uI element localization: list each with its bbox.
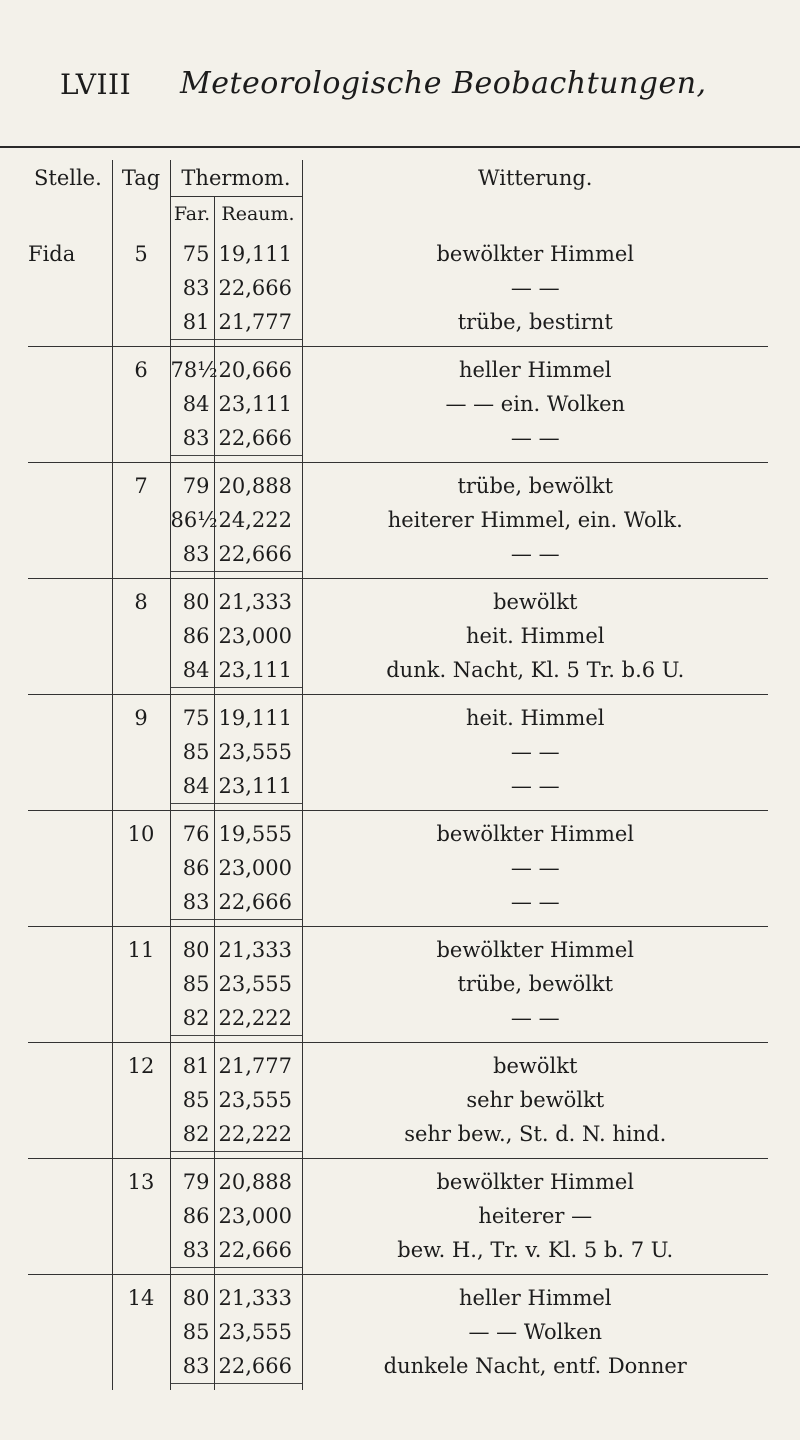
witterung-value: — — [510,740,560,764]
subheader-tag-empty [112,197,170,232]
fahrenheit-cell [170,927,214,1043]
witterung-cell [302,231,768,347]
fahrenheit-cell [170,347,218,463]
reaumur-cell [214,1043,302,1159]
day-number: 9 [134,706,148,730]
fahrenheit-cell [170,1159,214,1275]
place-cell [28,1043,112,1159]
reaumur-value: 23,555 [218,972,292,996]
witterung-value: bewölkter Himmel [436,938,634,962]
fahrenheit-cell [170,695,214,811]
day-number: 11 [127,938,155,962]
fahrenheit-cell [170,1043,214,1159]
fahrenheit-value: 85 [182,972,210,996]
page-number: LVIII [60,68,132,101]
fahrenheit-value: 84 [182,392,210,416]
fahrenheit-value: 81 [171,305,214,340]
reaumur-value: 23,555 [218,1088,292,1112]
place-cell [28,463,112,579]
place-cell [28,579,112,695]
observation-table [28,160,768,1390]
witterung-cell [302,1043,768,1159]
witterung-cell [302,1275,768,1391]
fahrenheit-value: 86 [182,1204,210,1228]
fahrenheit-value: 75 [182,242,210,266]
witterung-value: heit. Himmel [466,706,605,730]
table-subheader-row [28,197,768,232]
reaumur-value: 21,777 [218,1054,292,1078]
page-header [60,62,740,110]
reaumur-cell [214,579,302,695]
reaumur-value: 20,888 [218,474,292,498]
witterung-value: sehr bew., St. d. N. hind. [404,1122,667,1146]
reaumur-cell [214,1159,302,1275]
reaumur-value: 20,888 [218,1170,292,1194]
reaumur-value: 22,222 [215,1001,302,1036]
fahrenheit-value: 78½ [170,358,218,382]
reaumur-value: 23,111 [215,653,302,688]
header-tag: Tag [112,160,170,197]
fahrenheit-cell [170,1275,214,1391]
day-number: 5 [134,242,148,266]
witterung-value: — — [510,1006,560,1030]
reaumur-cell [214,231,302,347]
witterung-value: bewölkt [493,1054,578,1078]
witterung-value: trübe, bewölkt [457,972,614,996]
reaumur-value: 24,222 [218,508,292,532]
reaumur-value: 20,666 [218,358,292,382]
place-cell [28,695,112,811]
day-cell [112,1159,170,1275]
place-cell [28,231,112,347]
reaumur-value: 21,333 [218,1286,292,1310]
fahrenheit-value: 83 [171,537,214,572]
reaumur-cell [214,927,302,1043]
day-number: 6 [134,358,148,382]
table-header-row [28,160,768,197]
witterung-value: — — [510,890,560,914]
fahrenheit-value: 75 [182,706,210,730]
witterung-value: sehr bewölkt [466,1088,605,1112]
subheader-witterung-empty [302,197,768,232]
table-row [28,231,768,347]
table-row [28,347,768,463]
witterung-value: heit. Himmel [466,624,605,648]
fahrenheit-value: 80 [182,938,210,962]
fahrenheit-value: 83 [182,276,210,300]
header-reaumur: Reaum. [221,203,295,225]
witterung-cell [302,463,768,579]
witterung-value: — — [510,426,560,450]
day-number: 14 [127,1286,155,1310]
fahrenheit-value: 83 [171,1349,214,1384]
day-cell [112,579,170,695]
witterung-value: trübe, bestirnt [457,310,613,334]
place-cell [28,1159,112,1275]
reaumur-value: 23,000 [218,624,292,648]
reaumur-cell [214,695,302,811]
reaumur-value: 22,666 [215,1349,302,1384]
fahrenheit-value: 86 [182,624,210,648]
header-witterung: Witterung. [302,160,768,197]
place-cell [28,811,112,927]
witterung-value: dunk. Nacht, Kl. 5 Tr. b.6 U. [386,658,685,682]
witterung-value: bew. H., Tr. v. Kl. 5 b. 7 U. [397,1238,674,1262]
witterung-cell [302,1159,768,1275]
fahrenheit-value: 81 [182,1054,210,1078]
table-row [28,579,768,695]
reaumur-value: 22,222 [215,1117,302,1152]
fahrenheit-value: 85 [182,1320,210,1344]
fahrenheit-value: 82 [171,1001,214,1036]
witterung-cell [302,927,768,1043]
fahrenheit-cell [170,463,218,579]
reaumur-value: 19,555 [218,822,292,846]
day-cell [112,231,170,347]
table-row [28,1043,768,1159]
table-body [28,231,768,1390]
fahrenheit-value: 83 [171,421,214,456]
witterung-cell [302,695,768,811]
page-title: Meteorologische Beobachtungen, [180,66,707,101]
reaumur-value: 21,777 [215,305,302,340]
witterung-value: heller Himmel [458,1286,612,1310]
witterung-value: bewölkter Himmel [436,822,634,846]
reaumur-value: 22,666 [215,421,302,456]
reaumur-value: 19,111 [218,242,292,266]
fahrenheit-value: 80 [182,1286,210,1310]
reaumur-value: 23,111 [215,769,302,804]
reaumur-cell [214,347,302,463]
fahrenheit-value: 76 [182,822,210,846]
reaumur-value: 21,333 [218,938,292,962]
header-fahrenheit: Far. [170,197,214,232]
table-row [28,811,768,927]
day-number: 12 [127,1054,155,1078]
reaumur-value: 22,666 [215,1233,302,1268]
witterung-value: bewölkter Himmel [436,242,634,266]
reaumur-cell [214,1275,302,1391]
witterung-value: — — [510,856,560,880]
header-stelle: Stelle. [34,166,102,190]
fahrenheit-value: 83 [171,885,214,920]
reaumur-value: 22,666 [215,885,302,920]
reaumur-value: 23,000 [218,1204,292,1228]
witterung-value: — — ein. Wolken [445,392,626,416]
table-row [28,463,768,579]
fahrenheit-value: 79 [182,1170,210,1194]
witterung-value: — — [510,774,560,798]
fahrenheit-value: 79 [182,474,210,498]
fahrenheit-value: 84 [171,769,214,804]
table-row [28,1275,768,1391]
witterung-cell [302,347,768,463]
reaumur-value: 21,333 [218,590,292,614]
witterung-value: heller Himmel [458,358,612,382]
fahrenheit-cell [170,579,214,695]
witterung-value: heiterer — [478,1204,593,1228]
place-cell [28,1275,112,1391]
day-cell [112,811,170,927]
table-row [28,695,768,811]
day-cell [112,463,170,579]
place-cell [28,927,112,1043]
day-cell [112,1043,170,1159]
fahrenheit-value: 83 [171,1233,214,1268]
reaumur-value: 19,111 [218,706,292,730]
witterung-value: — — [510,276,560,300]
witterung-cell [302,811,768,927]
reaumur-cell [214,463,302,579]
reaumur-value: 22,666 [218,276,292,300]
day-cell [112,927,170,1043]
reaumur-value: 23,555 [218,1320,292,1344]
witterung-value: trübe, bewölkt [457,474,614,498]
fahrenheit-value: 86½ [170,508,218,532]
fahrenheit-value: 85 [182,740,210,764]
day-number: 7 [134,474,148,498]
header-rule [0,146,800,148]
reaumur-value: 22,666 [215,537,302,572]
table-row [28,927,768,1043]
witterung-cell [302,579,768,695]
witterung-value: — — [510,542,560,566]
day-number: 10 [127,822,155,846]
day-cell [112,1275,170,1391]
reaumur-cell [214,811,302,927]
witterung-value: bewölkt [493,590,578,614]
fahrenheit-cell [170,231,214,347]
reaumur-value: 23,555 [218,740,292,764]
place-cell [28,347,112,463]
day-cell [112,695,170,811]
fahrenheit-value: 80 [182,590,210,614]
day-cell [112,347,170,463]
witterung-value: heiterer Himmel, ein. Wolk. [387,508,683,532]
fahrenheit-value: 82 [171,1117,214,1152]
witterung-value: — — Wolken [468,1320,603,1344]
fahrenheit-value: 86 [182,856,210,880]
day-number: 13 [127,1170,155,1194]
fahrenheit-value: 84 [171,653,214,688]
reaumur-value: 23,111 [218,392,292,416]
table-row [28,1159,768,1275]
fahrenheit-cell [170,811,214,927]
witterung-value: dunkele Nacht, entf. Donner [383,1354,687,1378]
reaumur-value: 23,000 [218,856,292,880]
header-thermometer: Thermom. [170,160,302,197]
place-name: Fida [28,242,76,266]
witterung-value: bewölkter Himmel [436,1170,634,1194]
day-number: 8 [134,590,148,614]
fahrenheit-value: 85 [182,1088,210,1112]
